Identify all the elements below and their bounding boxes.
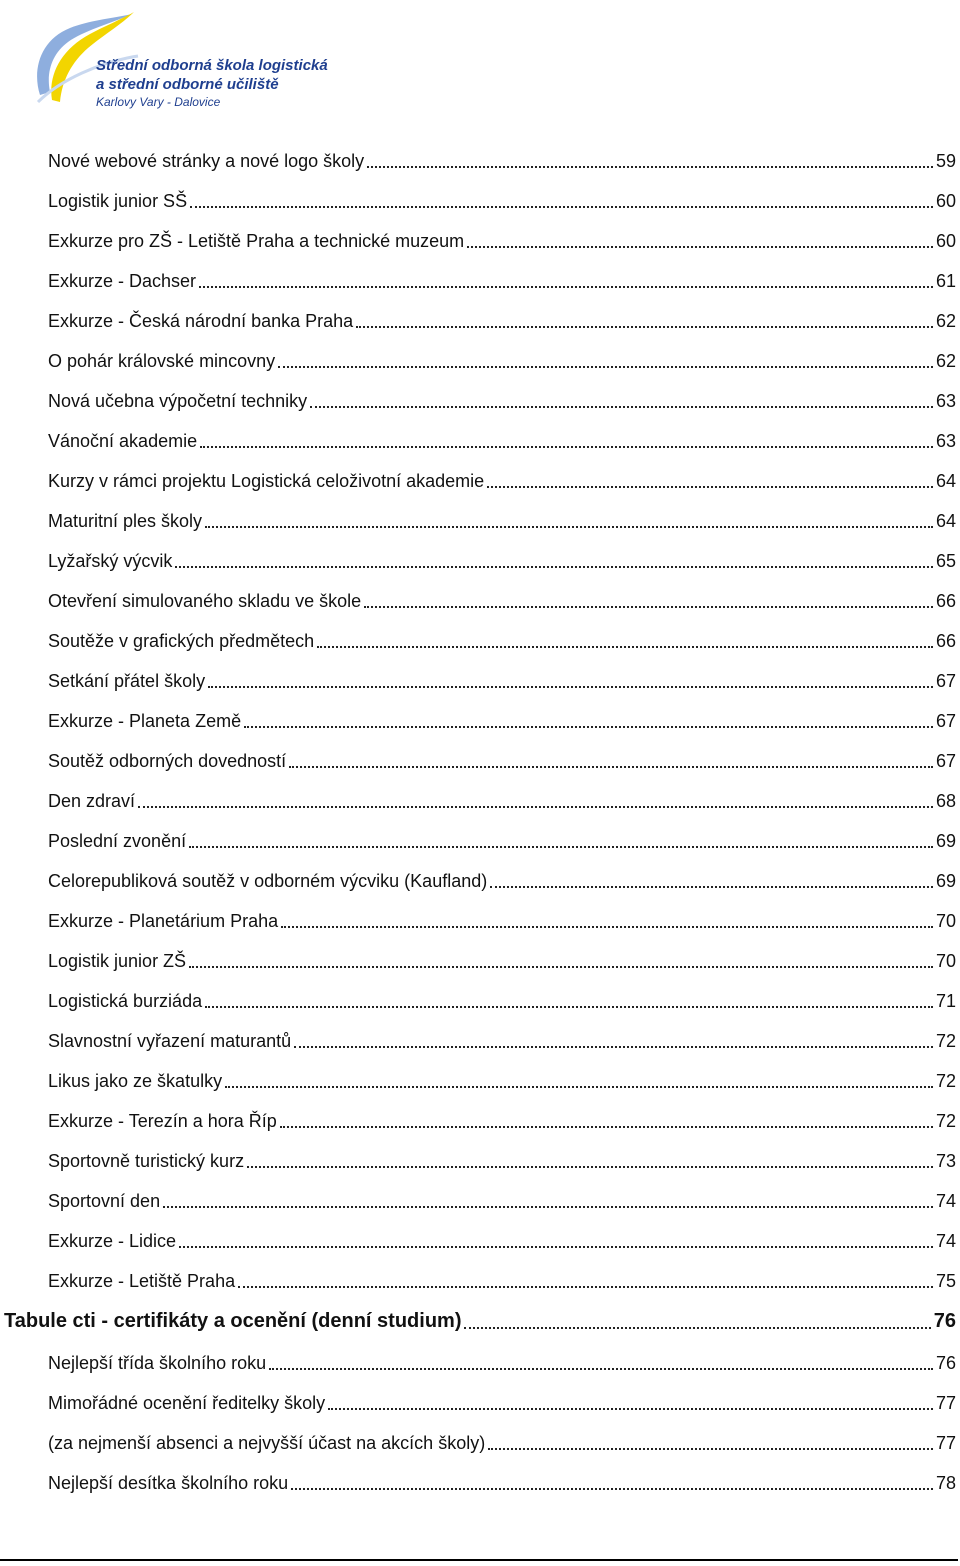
toc-dot-leader — [225, 1062, 933, 1088]
toc-entry-title: Sportovně turistický kurz — [48, 1151, 245, 1171]
toc-page-number: 70 — [935, 951, 956, 971]
toc-page-number: 78 — [935, 1473, 956, 1493]
toc-page-number: 72 — [935, 1031, 956, 1051]
toc-dot-leader — [199, 262, 933, 288]
toc-entry-title: Exkurze - Lidice — [48, 1231, 177, 1251]
toc-dot-leader — [364, 582, 933, 608]
toc-section-heading[interactable] — [4, 1305, 956, 1333]
toc-entry[interactable] — [48, 1024, 956, 1052]
toc-dot-leader — [163, 1182, 933, 1208]
toc-entry-title: Den zdraví — [48, 791, 136, 811]
toc-entry[interactable] — [48, 624, 956, 652]
toc-page-number: 60 — [935, 231, 956, 251]
toc-dot-leader — [269, 1344, 933, 1370]
toc-dot-leader — [175, 542, 933, 568]
toc-entry[interactable] — [48, 1426, 956, 1454]
toc-dot-leader — [238, 1262, 933, 1288]
toc-entry-title: Soutěže v grafických předmětech — [48, 631, 315, 651]
toc-entry-title: Exkurze - Planeta Země — [48, 711, 242, 731]
toc-entry[interactable] — [48, 264, 956, 292]
toc-dot-leader — [189, 942, 933, 968]
toc-entry-title: Exkurze pro ZŠ - Letiště Praha a technické muzeum — [48, 231, 465, 251]
logo-location: Karlovy Vary - Dalovice — [96, 95, 221, 109]
toc-page-number: 60 — [935, 191, 956, 211]
toc-dot-leader — [200, 422, 933, 448]
toc-entry-title: Celorepubliková soutěž v odborném výcviku (Kaufland) — [48, 871, 488, 891]
toc-entry-title: Maturitní ples školy — [48, 511, 203, 531]
toc-entry-title: Exkurze - Planetárium Praha — [48, 911, 279, 931]
toc-page-number: 76 — [935, 1353, 956, 1373]
toc-dot-leader — [190, 182, 933, 208]
toc-entry[interactable] — [48, 424, 956, 452]
toc-dot-leader — [328, 1384, 933, 1410]
toc-dot-leader — [490, 862, 933, 888]
toc-page-number: 66 — [935, 631, 956, 651]
toc-page-number: 63 — [935, 431, 956, 451]
toc-page-number: 69 — [935, 871, 956, 891]
toc-entry[interactable] — [48, 1184, 956, 1212]
toc-dot-leader — [205, 502, 933, 528]
toc-dot-leader — [280, 1102, 933, 1128]
toc-dot-leader — [289, 742, 933, 768]
toc-entry[interactable] — [48, 1224, 956, 1252]
toc-dot-leader — [487, 462, 933, 488]
toc-entry[interactable] — [48, 904, 956, 932]
toc-dot-leader — [310, 382, 933, 408]
toc-dot-leader — [291, 1464, 933, 1490]
toc-page-number: 67 — [935, 711, 956, 731]
toc-page-number: 74 — [935, 1191, 956, 1211]
toc-entry[interactable] — [48, 784, 956, 812]
toc-entry[interactable] — [48, 1104, 956, 1132]
toc-dot-leader — [488, 1424, 933, 1450]
logo-school-name-line1: Střední odborná škola logistická — [96, 57, 328, 74]
logo-wordmark — [96, 56, 328, 110]
toc-page-number: 69 — [935, 831, 956, 851]
toc-entry-title: Likus jako ze škatulky — [48, 1071, 223, 1091]
toc-page-number: 62 — [935, 311, 956, 331]
toc-entry[interactable] — [48, 344, 956, 372]
toc-dot-leader — [367, 142, 933, 168]
toc-entry[interactable] — [48, 1466, 956, 1494]
toc-entry[interactable] — [48, 504, 956, 532]
toc-entry[interactable] — [48, 984, 956, 1012]
toc-dot-leader — [294, 1022, 933, 1048]
toc-entry-title: Setkání přátel školy — [48, 671, 206, 691]
toc-entry[interactable] — [48, 1346, 956, 1374]
toc-page-number: 70 — [935, 911, 956, 931]
toc-dot-leader — [138, 782, 933, 808]
toc-entry-title: Nová učebna výpočetní techniky — [48, 391, 308, 411]
toc-entry[interactable] — [48, 224, 956, 252]
toc-dot-leader — [278, 342, 933, 368]
toc-entry[interactable] — [48, 744, 956, 772]
toc-dot-leader — [208, 662, 933, 688]
toc-page-number: 74 — [935, 1231, 956, 1251]
toc-dot-leader — [356, 302, 933, 328]
toc-page-number: 62 — [935, 351, 956, 371]
toc-entry-title: Otevření simulovaného skladu ve škole — [48, 591, 362, 611]
logo-school-name-line2: a střední odborné učiliště — [96, 76, 279, 93]
toc-entry-title: Exkurze - Terezín a hora Říp — [48, 1111, 277, 1131]
toc-entry[interactable] — [48, 864, 956, 892]
toc-entry[interactable] — [48, 1264, 956, 1292]
toc-page-number: 73 — [935, 1151, 956, 1171]
toc-page-number: 64 — [935, 511, 956, 531]
toc-page-number: 72 — [935, 1111, 956, 1131]
toc-dot-leader — [247, 1142, 933, 1168]
toc-page-number: 75 — [935, 1271, 956, 1291]
toc-dot-leader — [189, 822, 933, 848]
toc-entry[interactable] — [48, 584, 956, 612]
toc-entry-title: Soutěž odborných dovedností — [48, 751, 287, 771]
toc-entry-title: Nejlepší desítka školního roku — [48, 1473, 289, 1493]
toc-entry-title: O pohár královské mincovny — [48, 351, 276, 371]
toc-entry-title: Nové webové stránky a nové logo školy — [48, 151, 365, 171]
toc-entry-title: Sportovní den — [48, 1191, 161, 1211]
toc-page-number: 63 — [935, 391, 956, 411]
toc-page-number: 68 — [935, 791, 956, 811]
toc-entry-title: Vánoční akademie — [48, 431, 198, 451]
toc-entry-title: Exkurze - Letiště Praha — [48, 1271, 236, 1291]
toc-entry[interactable] — [48, 544, 956, 572]
toc-entry[interactable] — [48, 824, 956, 852]
toc-dot-leader — [317, 622, 933, 648]
toc-page-number: 67 — [935, 671, 956, 691]
toc-entry-title: Logistik junior ZŠ — [48, 951, 187, 971]
toc-page-number: 66 — [935, 591, 956, 611]
toc-entry-title: Exkurze - Dachser — [48, 271, 197, 291]
toc-page-number: 77 — [935, 1433, 956, 1453]
toc-entry[interactable] — [48, 304, 956, 332]
toc-entry-title: Slavnostní vyřazení maturantů — [48, 1031, 292, 1051]
toc-page-number: 61 — [935, 271, 956, 291]
toc-entry-title: Logistická burziáda — [48, 991, 203, 1011]
toc-entry-title: Poslední zvonění — [48, 831, 187, 851]
toc-entry[interactable] — [48, 664, 956, 692]
toc-entry-title: Kurzy v rámci projektu Logistická celoživotní akademie — [48, 471, 485, 491]
toc-entry[interactable] — [48, 944, 956, 972]
toc-entry-title: Exkurze - Česká národní banka Praha — [48, 311, 354, 331]
toc-dot-leader — [467, 222, 933, 248]
toc-entry[interactable] — [48, 704, 956, 732]
toc-dot-leader — [179, 1222, 933, 1248]
toc-entry[interactable] — [48, 1386, 956, 1414]
toc-entry-title: (za nejmenší absenci a nejvyšší účast na akcích školy) — [48, 1433, 486, 1453]
toc-entry[interactable] — [48, 384, 956, 412]
toc-page-number: 72 — [935, 1071, 956, 1091]
toc-entry[interactable] — [48, 1144, 956, 1172]
school-logo — [30, 10, 350, 110]
toc-page-number: 64 — [935, 471, 956, 491]
toc-page-number: 67 — [935, 751, 956, 771]
toc-entry-title: Mimořádné ocenění ředitelky školy — [48, 1393, 326, 1413]
toc-page-number: 59 — [935, 151, 956, 171]
toc-dot-leader — [205, 982, 933, 1008]
toc-entry[interactable] — [48, 1064, 956, 1092]
toc-page-number: 77 — [935, 1393, 956, 1413]
toc-entry-title: Nejlepší třída školního roku — [48, 1353, 267, 1373]
toc-dot-leader — [464, 1303, 930, 1329]
toc-entry[interactable] — [48, 184, 956, 212]
toc-entry[interactable] — [48, 144, 956, 172]
toc-page-number: 65 — [935, 551, 956, 571]
toc-entry-title: Logistik junior SŠ — [48, 191, 188, 211]
toc-page-number: 71 — [935, 991, 956, 1011]
footer-rule — [0, 1559, 958, 1561]
toc-dot-leader — [244, 702, 933, 728]
toc-page-number: 76 — [933, 1310, 956, 1332]
toc-entry[interactable] — [48, 464, 956, 492]
toc-entry-title: Tabule cti - certifikáty a ocenění (denní studium) — [4, 1310, 462, 1332]
toc-entry-title: Lyžařský výcvik — [48, 551, 173, 571]
toc-dot-leader — [281, 902, 933, 928]
